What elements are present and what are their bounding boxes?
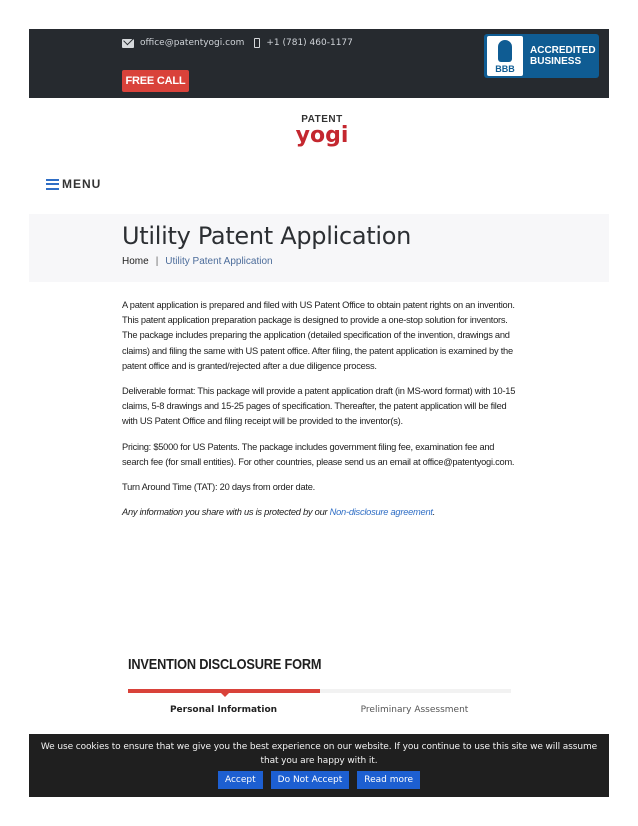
breadcrumb-current: Utility Patent Application	[165, 256, 273, 267]
bbb-line2: BUSINESS	[530, 56, 582, 67]
paragraph-intro: A patent application is prepared and filed with US Patent Office to obtain patent rights on an invention. This patent application preparation package is designed to provide a one-stop solution for inventors. The package includes preparing the application (detailed specification of the invention, drawings and claims) and filing the same with US patent office. After filing, the patent application is examined by the patent office and is granted/rejected after a due diligence process.	[122, 300, 515, 371]
form-progress-bar	[128, 689, 511, 693]
cookie-read-more-button[interactable]: Read more	[357, 771, 420, 789]
cookie-banner	[29, 734, 609, 797]
email-link[interactable]: office@patentyogi.com	[140, 38, 245, 48]
cookie-decline-button[interactable]: Do Not Accept	[271, 771, 350, 789]
step-preliminary-assessment[interactable]: Preliminary Assessment	[360, 705, 469, 715]
bbb-line1: ACCREDITED	[530, 45, 596, 56]
title-band	[29, 214, 609, 282]
contact-info	[122, 38, 353, 48]
cookie-text: We use cookies to ensure that we give you the best experience on our website. If you continue to use this site we will assume that you are happy with it.	[40, 742, 598, 766]
nda-suffix: .	[432, 507, 436, 518]
bbb-accredited-badge[interactable]	[484, 34, 599, 78]
site-logo[interactable]	[292, 115, 352, 147]
menu-toggle[interactable]	[46, 177, 101, 191]
breadcrumb-separator: |	[155, 256, 159, 267]
paragraph-deliverable: Deliverable format: This package will provide a patent application draft (in MS-word format) with 10-15 claims, 5-8 drawings and 15-25 pages of specification. Thereafter, the patent application will be filed with US Patent Office and filing receipt will be provided to the inventor(s).	[122, 386, 516, 427]
hamburger-icon	[46, 179, 59, 190]
bbb-logo-text: BBB	[495, 64, 515, 74]
content-body	[122, 298, 522, 530]
nda-prefix: Any information you share with us is protected by our	[122, 507, 330, 518]
breadcrumb	[122, 256, 273, 267]
paragraph-nda	[122, 505, 522, 520]
phone-icon	[254, 38, 260, 48]
nda-link[interactable]: Non-disclosure agreement	[329, 507, 433, 518]
bbb-label	[530, 45, 596, 67]
progress-notch-icon	[221, 693, 229, 697]
form-title: INVENTION DISCLOSURE FORM	[128, 656, 322, 673]
phone-link[interactable]: +1 (781) 460-1177	[266, 38, 353, 48]
logo-top-text: PATENT	[301, 114, 343, 125]
free-call-button[interactable]: FREE CALL	[122, 70, 189, 92]
paragraph-tat: Turn Around Time (TAT): 20 days from order date.	[122, 482, 315, 493]
paragraph-pricing: Pricing: $5000 for US Patents. The package includes government filing fee, examination fee and search fee (for small entities). For other countries, please send us an email at office@patentyogi.com.	[122, 441, 515, 467]
page-title: Utility Patent Application	[122, 222, 412, 250]
bbb-logo-icon	[487, 36, 523, 76]
top-bar	[29, 29, 609, 98]
menu-label: MENU	[62, 177, 102, 191]
cookie-accept-button[interactable]: Accept	[218, 771, 263, 789]
envelope-icon	[122, 39, 134, 48]
cookie-buttons	[29, 771, 609, 789]
logo-bottom-text: yogi	[295, 123, 349, 148]
breadcrumb-home[interactable]: Home	[122, 256, 149, 267]
step-personal-information[interactable]: Personal Information	[169, 705, 278, 715]
